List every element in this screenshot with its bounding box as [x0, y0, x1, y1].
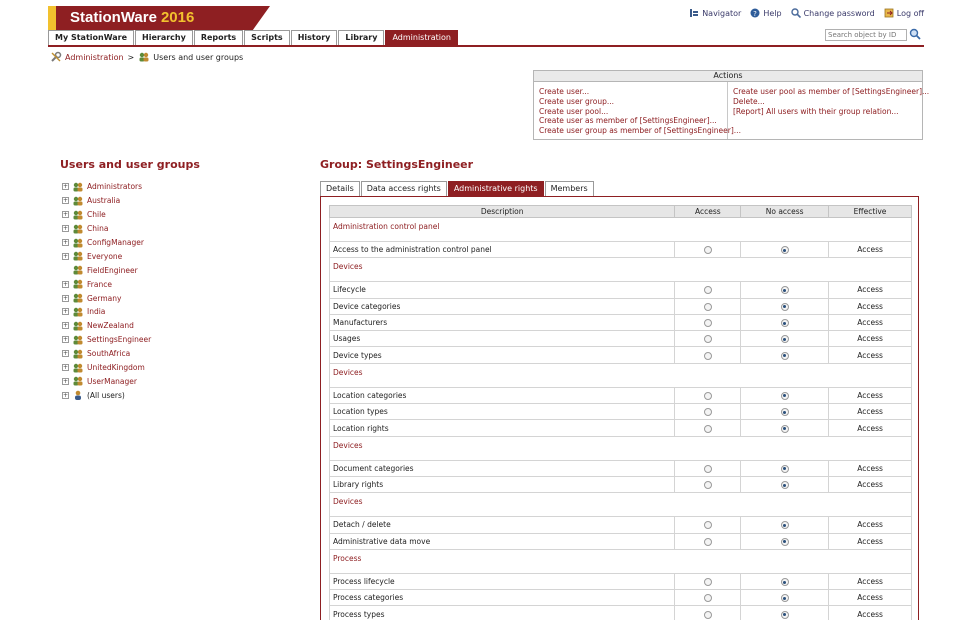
user-group-icon — [72, 335, 84, 345]
tab-administrative-rights[interactable]: Administrative rights — [448, 181, 544, 196]
access-cell — [675, 314, 741, 330]
user-group-icon — [72, 196, 84, 206]
section-row — [330, 436, 912, 460]
access-cell — [675, 298, 741, 314]
no-access-cell — [741, 404, 829, 420]
change-password-link[interactable]: Change password — [791, 8, 875, 18]
no-access-radio[interactable] — [781, 538, 789, 546]
no-access-cell — [741, 282, 829, 298]
right-description: Device types — [330, 347, 675, 363]
section-title: Devices — [330, 363, 912, 387]
right-description: Library rights — [330, 476, 675, 492]
breadcrumb-separator: > — [127, 52, 135, 62]
app-name: StationWare 2016 — [70, 9, 195, 26]
access-radio[interactable] — [704, 246, 712, 254]
tree-item-label[interactable]: China — [87, 224, 109, 234]
no-access-radio[interactable] — [781, 335, 789, 343]
rights-row — [330, 573, 912, 589]
effective-value: Access — [829, 331, 912, 347]
tree-item-label[interactable]: FieldEngineer — [87, 265, 138, 275]
no-access-cell — [741, 517, 829, 533]
tab-hierarchy[interactable]: Hierarchy — [135, 30, 193, 46]
effective-value: Access — [829, 387, 912, 403]
section-title: Administration control panel — [330, 218, 912, 242]
right-description: Process lifecycle — [330, 573, 675, 589]
right-description: Access to the administration control panel — [330, 242, 675, 258]
tree-item[interactable] — [62, 194, 151, 208]
access-radio[interactable] — [704, 594, 712, 602]
tree-item[interactable] — [62, 388, 151, 402]
no-access-cell — [741, 460, 829, 476]
tree-item[interactable] — [62, 263, 151, 277]
access-radio[interactable] — [704, 408, 712, 416]
log-off-link[interactable]: Log off — [884, 8, 924, 18]
breadcrumb — [50, 51, 243, 63]
section-title: Devices — [330, 493, 912, 517]
rights-row — [330, 298, 912, 314]
user-group-icon — [72, 238, 84, 248]
access-cell — [675, 331, 741, 347]
access-cell — [675, 590, 741, 606]
log-off-icon — [884, 8, 894, 18]
tab-my-stationware[interactable]: My StationWare — [48, 30, 134, 46]
effective-value: Access — [829, 420, 912, 436]
rights-row — [330, 517, 912, 533]
user-group-icon — [72, 363, 84, 373]
tree-item-label[interactable]: NewZealand — [87, 321, 134, 331]
no-access-cell — [741, 573, 829, 589]
column-no-access: No access — [741, 206, 829, 218]
tree-item[interactable] — [62, 208, 151, 222]
help-link[interactable]: ? Help — [750, 8, 781, 18]
tree-item[interactable] — [62, 361, 151, 375]
no-access-radio[interactable] — [781, 303, 789, 311]
tree-item[interactable] — [62, 374, 151, 388]
no-access-cell — [741, 590, 829, 606]
rights-row — [330, 314, 912, 330]
tree-item-label[interactable]: ConfigManager — [87, 238, 144, 247]
tree-item-label[interactable]: Chile — [87, 210, 106, 220]
rights-row — [330, 404, 912, 420]
section-title: Process — [330, 549, 912, 573]
tree-expander[interactable]: + — [63, 294, 69, 302]
no-access-cell — [741, 314, 829, 330]
access-cell — [675, 476, 741, 492]
tree-item-label[interactable]: SouthAfrica — [87, 349, 131, 359]
right-description: Location rights — [330, 420, 675, 436]
tree-expander[interactable]: + — [63, 350, 69, 358]
effective-value: Access — [829, 460, 912, 476]
user-group-icon — [72, 376, 84, 386]
tree-item[interactable] — [62, 222, 151, 236]
effective-value: Access — [829, 282, 912, 298]
tab-data-access-rights[interactable]: Data access rights — [361, 181, 447, 196]
user-group-icon — [72, 210, 84, 220]
section-title: Devices — [330, 258, 912, 282]
user-group-icon — [72, 307, 84, 317]
access-cell — [675, 282, 741, 298]
rights-row — [330, 460, 912, 476]
column-effective: Effective — [829, 206, 912, 218]
effective-value: Access — [829, 314, 912, 330]
user-group-icon — [72, 265, 84, 275]
rights-row — [330, 606, 912, 620]
tree-expander[interactable]: + — [63, 308, 69, 316]
tree-item-label[interactable]: UserManager — [87, 376, 137, 386]
access-radio[interactable] — [704, 425, 712, 433]
user-group-icon — [72, 349, 84, 359]
actions-title: Actions — [534, 71, 922, 82]
user-group-icon — [72, 279, 84, 289]
effective-value: Access — [829, 476, 912, 492]
no-access-radio[interactable] — [781, 352, 789, 360]
rights-row — [330, 242, 912, 258]
app-logo[interactable] — [48, 6, 270, 30]
right-description: Location types — [330, 404, 675, 420]
change-password-icon — [791, 8, 801, 18]
tree-expander[interactable]: + — [63, 377, 69, 385]
rights-row — [330, 590, 912, 606]
access-cell — [675, 606, 741, 620]
tree-expander[interactable]: + — [63, 391, 69, 399]
access-radio[interactable] — [704, 481, 712, 489]
group-tabs — [320, 181, 595, 196]
main-navigation — [48, 30, 459, 46]
user-icon — [72, 390, 84, 400]
search-icon[interactable] — [909, 28, 921, 40]
tab-library[interactable]: Library — [338, 30, 384, 46]
effective-value: Access — [829, 573, 912, 589]
tree-expander[interactable]: + — [63, 225, 69, 233]
user-group-icon — [138, 52, 150, 62]
navigator-link[interactable]: Navigator — [689, 8, 741, 18]
access-radio[interactable] — [704, 521, 712, 529]
no-access-radio[interactable] — [781, 481, 789, 489]
access-radio[interactable] — [704, 392, 712, 400]
right-description: Process types — [330, 606, 675, 620]
tree-item[interactable] — [62, 319, 151, 333]
navigator-icon — [689, 8, 699, 18]
rights-row — [330, 476, 912, 492]
right-description: Location categories — [330, 387, 675, 403]
no-access-radio[interactable] — [781, 465, 789, 473]
no-access-radio[interactable] — [781, 521, 789, 529]
no-access-cell — [741, 476, 829, 492]
right-description: Usages — [330, 331, 675, 347]
section-row — [330, 549, 912, 573]
rights-table — [329, 205, 912, 620]
access-cell — [675, 573, 741, 589]
access-cell — [675, 517, 741, 533]
search-input[interactable] — [825, 29, 907, 41]
tree-item-label[interactable]: Germany — [87, 293, 122, 303]
tree-item-label[interactable]: France — [87, 279, 112, 289]
tree-item[interactable] — [62, 180, 151, 194]
tree-item-label[interactable]: SettingsEngineer — [87, 335, 152, 345]
no-access-cell — [741, 347, 829, 363]
tree-expander[interactable]: + — [63, 211, 69, 219]
tab-scripts[interactable]: Scripts — [244, 30, 290, 46]
right-description: Document categories — [330, 460, 675, 476]
access-cell — [675, 533, 741, 549]
tree-expander[interactable]: + — [63, 336, 69, 344]
tree-expander[interactable]: + — [63, 322, 69, 330]
access-cell — [675, 347, 741, 363]
action-link[interactable]: Create user group as member of [SettingsEngineer]... — [539, 126, 741, 136]
tree-item-label[interactable]: Administrators — [87, 182, 143, 192]
right-description: Lifecycle — [330, 282, 675, 298]
group-title: Group: SettingsEngineer — [320, 158, 474, 171]
action-link[interactable]: Create user pool... — [539, 106, 609, 116]
access-cell — [675, 242, 741, 258]
access-radio[interactable] — [704, 286, 712, 294]
tree-expander[interactable]: + — [63, 183, 69, 191]
no-access-radio[interactable] — [781, 611, 789, 619]
right-description: Manufacturers — [330, 314, 675, 330]
tree-item[interactable] — [62, 236, 151, 250]
effective-value: Access — [829, 533, 912, 549]
tree-expander[interactable]: + — [63, 364, 69, 372]
no-access-cell — [741, 331, 829, 347]
effective-value: Access — [829, 606, 912, 620]
right-description: Process categories — [330, 590, 675, 606]
no-access-radio[interactable] — [781, 594, 789, 602]
rights-row — [330, 533, 912, 549]
access-cell — [675, 420, 741, 436]
rights-row — [330, 331, 912, 347]
effective-value: Access — [829, 347, 912, 363]
actions-right-column — [728, 82, 930, 139]
access-radio[interactable] — [704, 578, 712, 586]
users-groups-title: Users and user groups — [60, 158, 200, 171]
access-cell — [675, 387, 741, 403]
right-description: Device categories — [330, 298, 675, 314]
top-links — [680, 8, 924, 18]
tree-item-label[interactable]: Everyone — [87, 251, 123, 261]
section-title: Devices — [330, 436, 912, 460]
no-access-cell — [741, 298, 829, 314]
access-radio[interactable] — [704, 352, 712, 360]
action-link[interactable]: Create user group... — [539, 96, 614, 106]
access-radio[interactable] — [704, 538, 712, 546]
effective-value: Access — [829, 590, 912, 606]
actions-panel — [533, 70, 930, 140]
tree-item-label[interactable]: Australia — [87, 196, 121, 206]
action-link[interactable]: Create user pool as member of [SettingsEngineer]... — [733, 87, 930, 96]
breadcrumb-current: Users and user groups — [153, 52, 244, 62]
action-link[interactable]: [Report] All users with their group relation... — [733, 106, 899, 116]
tree-expander[interactable]: + — [63, 280, 69, 288]
column-description: Description — [330, 206, 675, 218]
tree-expander[interactable]: + — [63, 252, 69, 260]
section-row — [330, 363, 912, 387]
tree-item[interactable] — [62, 277, 151, 291]
no-access-radio[interactable] — [781, 246, 789, 254]
nav-underline — [48, 45, 924, 47]
no-access-radio[interactable] — [781, 425, 789, 433]
access-radio[interactable] — [704, 611, 712, 619]
help-icon — [750, 8, 760, 18]
user-group-icon — [72, 224, 84, 234]
no-access-cell — [741, 242, 829, 258]
tree-item[interactable] — [62, 333, 151, 347]
section-row — [330, 258, 912, 282]
rights-header-row — [330, 206, 912, 218]
actions-left-column — [534, 82, 741, 139]
tree-expander[interactable]: + — [63, 239, 69, 246]
svg-text:?: ? — [753, 10, 758, 18]
right-description: Administrative data move — [330, 533, 675, 549]
action-link[interactable]: Create user... — [539, 87, 590, 96]
no-access-cell — [741, 420, 829, 436]
action-link[interactable]: Delete... — [733, 96, 765, 106]
rights-panel — [320, 196, 919, 620]
tab-members[interactable]: Members — [545, 181, 594, 196]
user-group-icon — [72, 251, 84, 261]
no-access-radio[interactable] — [781, 578, 789, 586]
tree-item[interactable] — [62, 305, 151, 319]
no-access-cell — [741, 387, 829, 403]
effective-value: Access — [829, 517, 912, 533]
access-radio[interactable] — [704, 335, 712, 343]
section-row — [330, 218, 912, 242]
user-group-icon — [72, 293, 84, 303]
tab-history[interactable]: History — [291, 30, 338, 46]
tree-expander[interactable]: + — [63, 197, 69, 205]
breadcrumb-administration[interactable]: Administration — [65, 52, 124, 62]
no-access-radio[interactable] — [781, 392, 789, 400]
rights-row — [330, 282, 912, 298]
access-radio[interactable] — [704, 465, 712, 473]
tree-item-label[interactable]: (All users) — [87, 390, 125, 400]
administration-icon — [50, 51, 62, 63]
tree-item-label[interactable]: India — [87, 307, 106, 317]
access-cell — [675, 404, 741, 420]
effective-value: Access — [829, 404, 912, 420]
access-radio[interactable] — [704, 319, 712, 327]
access-radio[interactable] — [704, 303, 712, 311]
user-group-icon — [72, 182, 84, 192]
tab-reports[interactable]: Reports — [194, 30, 243, 46]
section-row — [330, 493, 912, 517]
user-group-tree — [62, 180, 151, 402]
tab-details[interactable]: Details — [320, 181, 360, 196]
app-year: 2016 — [160, 9, 195, 26]
column-access: Access — [675, 206, 741, 218]
rights-row — [330, 420, 912, 436]
tree-item-label[interactable]: UnitedKingdom — [87, 363, 145, 373]
no-access-radio[interactable] — [781, 408, 789, 416]
no-access-radio[interactable] — [781, 286, 789, 294]
no-access-cell — [741, 606, 829, 620]
rights-row — [330, 387, 912, 403]
no-access-cell — [741, 533, 829, 549]
right-description: Detach / delete — [330, 517, 675, 533]
user-group-icon — [72, 321, 84, 331]
effective-value: Access — [829, 298, 912, 314]
rights-row — [330, 347, 912, 363]
action-link[interactable]: Create user as member of [SettingsEngineer]... — [539, 116, 717, 126]
no-access-radio[interactable] — [781, 319, 789, 327]
tab-administration[interactable]: Administration — [385, 30, 458, 46]
access-cell — [675, 460, 741, 476]
tree-item[interactable] — [62, 249, 151, 263]
tree-item[interactable] — [62, 347, 151, 361]
effective-value: Access — [829, 242, 912, 258]
tree-item[interactable] — [62, 291, 151, 305]
